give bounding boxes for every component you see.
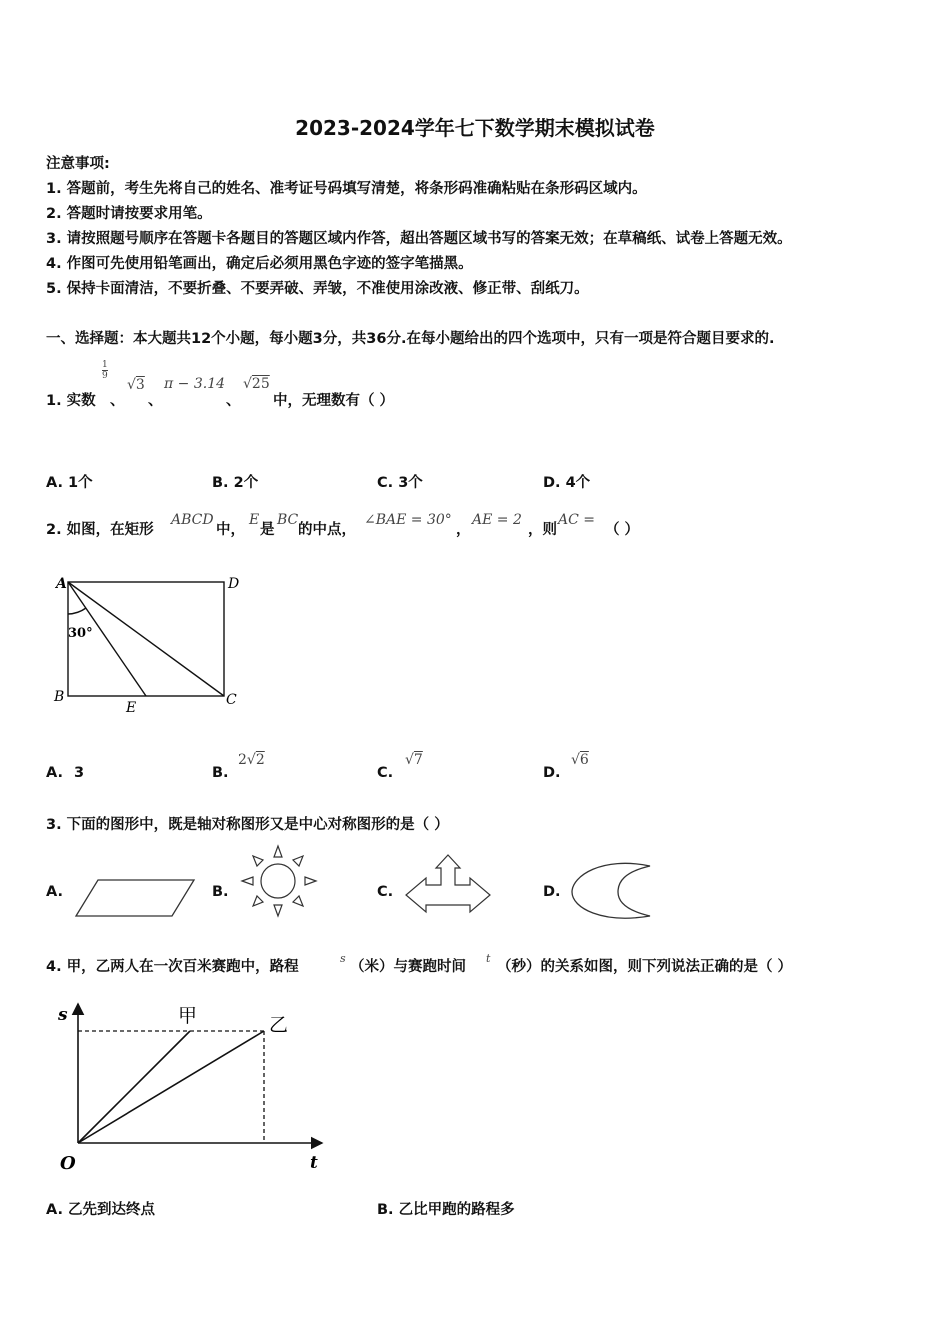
q2-suffix: （ ） (605, 522, 640, 538)
q2-option-d-label[interactable]: D. (543, 765, 561, 781)
q2-option-d-value: √6 (571, 752, 589, 768)
q2-label-angle: 30° (68, 626, 93, 641)
q3-option-b-label[interactable]: B. (212, 884, 229, 900)
q2-label-e: E (126, 700, 137, 716)
q2-option-d-radicand: 6 (579, 752, 589, 768)
q2-prefix: 2. 如图，在矩形 (46, 522, 154, 538)
q1-frac-den: 9 (102, 371, 108, 381)
q2-option-b-radicand: 2 (255, 752, 265, 768)
q2-angle: ∠BAE = 30° (364, 512, 452, 528)
q2-option-b-coef: 2 (238, 752, 247, 768)
q2-option-b-label[interactable]: B. (212, 765, 229, 781)
notice-item-1: 1. 答题前，考生先将自己的姓名、准考证号码填写清楚，将条形码准确粘贴在条形码区域内。 (46, 181, 647, 197)
q2-option-a-value: 3 (74, 765, 85, 781)
q1-sep-3: 、 (226, 393, 241, 409)
page-title: 2023-2024学年七下数学期末模拟试卷 (295, 116, 655, 140)
q2-bc: BC (277, 512, 299, 528)
q4-suffix: （秒）的关系如图，则下列说法正确的是（ ） (497, 959, 793, 975)
q2-mid4: ，则 (528, 522, 557, 538)
arrows-shape (404, 852, 494, 920)
crescent-moon-shape (568, 860, 656, 922)
q2-option-c-label[interactable]: C. (377, 765, 394, 781)
notice-item-3: 3. 请按照题号顺序在答题卡各题目的答题区域内作答，超出答题区域书写的答案无效；在草稿纸、试卷上答题无效。 (46, 231, 792, 247)
q3-option-c-label[interactable]: C. (377, 884, 394, 900)
q4-option-a[interactable]: A. 乙先到达终点 (46, 1202, 156, 1218)
q4-t-label: t (310, 1153, 318, 1173)
q4-line-jia (78, 1031, 190, 1143)
q2-ac: AC = (558, 512, 596, 528)
notice-heading: 注意事项: (46, 156, 110, 172)
q1-option-b[interactable]: B. 2个 (212, 475, 259, 491)
section-1-heading: 一、选择题：本大题共12个小题，每小题3分，共36分.在每小题给出的四个选项中，只有一项是符合题目要求的. (46, 331, 775, 347)
q3-option-a-label[interactable]: A. (46, 884, 63, 900)
q1-sqrt3: √3 (127, 377, 145, 393)
q4-label-yi: 乙 (269, 1014, 289, 1036)
q2-mid3: 的中点， (298, 522, 356, 538)
q2-option-c-value: √7 (405, 752, 423, 768)
q1-sep-1: 、 (110, 393, 125, 409)
q1-sep-2: 、 (148, 393, 163, 409)
q1-sqrt3-radicand: 3 (135, 377, 145, 393)
q4-race-graph (50, 998, 340, 1178)
q4-mid1: （米）与赛跑时间 (350, 959, 466, 975)
q3-text: 3. 下面的图形中，既是轴对称图形又是中心对称图形的是（ ） (46, 817, 449, 833)
q1-fraction (102, 360, 108, 381)
parallelogram-shape (74, 876, 198, 922)
q2-ae: AE = 2 (472, 512, 522, 528)
q2-angle-arc (68, 608, 86, 614)
q4-option-b[interactable]: B. 乙比甲跑的路程多 (377, 1202, 515, 1218)
q1-option-a[interactable]: A. 1个 (46, 475, 93, 491)
q2-comma: ， (456, 522, 471, 538)
q2-rect: ABCD (171, 512, 214, 528)
q1-prefix: 1. 实数 (46, 393, 96, 409)
q1-suffix: 中，无理数有（ ） (273, 393, 395, 409)
q2-label-d: D (228, 576, 240, 592)
q1-option-c[interactable]: C. 3个 (377, 475, 423, 491)
q2-label-b: B (54, 689, 65, 705)
q4-s: s (340, 952, 346, 965)
q1-sqrt25-radicand: 25 (251, 376, 270, 392)
sun-icon (240, 844, 320, 918)
notice-item-2: 2. 答题时请按要求用笔。 (46, 206, 212, 222)
q1-option-d[interactable]: D. 4个 (543, 475, 591, 491)
q2-mid1: 中， (216, 522, 245, 538)
q4-prefix: 4. 甲，乙两人在一次百米赛跑中，路程 (46, 959, 299, 975)
q2-label-a: A (56, 576, 67, 592)
q4-line-yi (78, 1031, 264, 1143)
q4-origin-label: O (60, 1153, 76, 1174)
q4-label-jia: 甲 (178, 1005, 198, 1027)
q3-option-d-label[interactable]: D. (543, 884, 561, 900)
q2-option-b-value: 2√2 (238, 752, 265, 768)
q2-option-a-label[interactable]: A. (46, 765, 63, 781)
q2-mid2: 是 (260, 522, 275, 538)
q2-rectangle-figure (40, 570, 260, 720)
q1-pi-expr: π − 3.14 (164, 376, 226, 392)
q4-s-label: s (58, 1005, 68, 1025)
q2-label-c: C (226, 692, 237, 708)
q2-option-c-radicand: 7 (413, 752, 423, 768)
q1-sqrt25: √25 (243, 376, 270, 392)
q4-t: t (486, 952, 491, 965)
notice-item-4: 4. 作图可先使用铅笔画出，确定后必须用黑色字迹的签字笔描黑。 (46, 256, 473, 272)
q1-frac-num: 1 (102, 360, 108, 370)
notice-item-5: 5. 保持卡面清洁，不要折叠、不要弄破、弄皱，不准使用涂改液、修正带、刮纸刀。 (46, 281, 589, 297)
q2-e: E (249, 512, 260, 528)
